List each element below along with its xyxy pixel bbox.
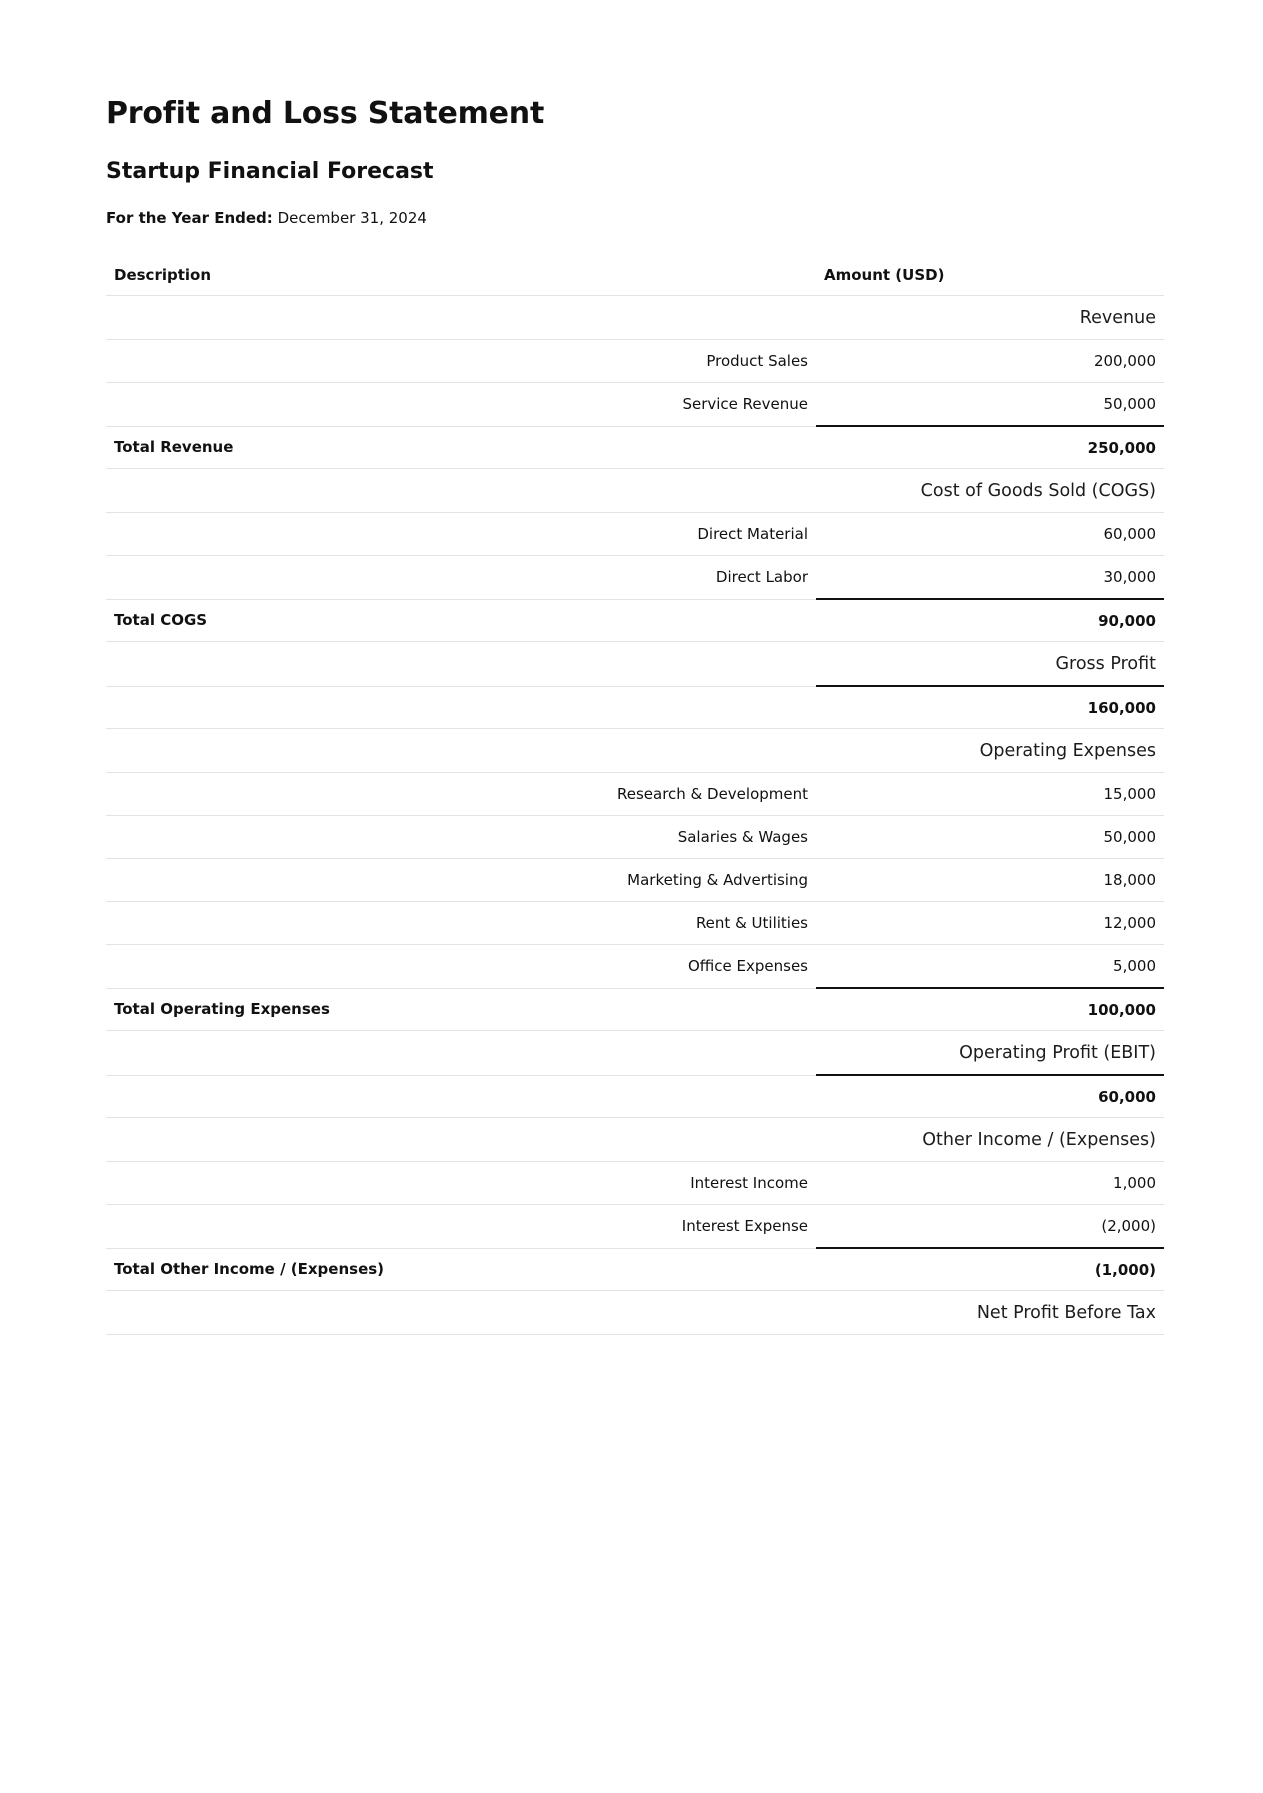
line-item-amount: 5,000 — [816, 945, 1164, 989]
line-item-label: Salaries & Wages — [106, 816, 816, 859]
line-item-amount: 18,000 — [816, 859, 1164, 902]
line-item-label: Service Revenue — [106, 383, 816, 427]
line-item-label: Office Expenses — [106, 945, 816, 989]
statement-table-container — [106, 254, 1164, 1323]
table-row — [106, 383, 1164, 427]
table-row — [106, 1162, 1164, 1205]
line-item-label: Marketing & Advertising — [106, 859, 816, 902]
line-item-amount: (2,000) — [816, 1205, 1164, 1249]
period-label: For the Year Ended: — [106, 209, 273, 227]
section-heading-spacer — [106, 296, 816, 340]
total-row — [106, 988, 1164, 1031]
line-item-label: Product Sales — [106, 340, 816, 383]
line-item-label: Direct Material — [106, 513, 816, 556]
figure-spacer — [106, 686, 816, 729]
table-row — [106, 816, 1164, 859]
figure-row — [106, 1075, 1164, 1118]
reporting-period — [106, 209, 427, 227]
page-title: Profit and Loss Statement — [106, 96, 545, 131]
section-heading-row — [106, 296, 1164, 340]
total-other-income-amount: (1,000) — [816, 1248, 1164, 1291]
page-subtitle: Startup Financial Forecast — [106, 159, 434, 184]
revenue-heading: Revenue — [816, 296, 1164, 340]
figure-row — [106, 686, 1164, 729]
net-profit-before-tax-heading: Net Profit Before Tax — [816, 1291, 1164, 1335]
line-item-amount: 1,000 — [816, 1162, 1164, 1205]
section-heading-row — [106, 1031, 1164, 1076]
period-value: December 31, 2024 — [277, 209, 427, 227]
gross-profit-heading: Gross Profit — [816, 642, 1164, 687]
line-item-amount: 12,000 — [816, 902, 1164, 945]
line-item-label: Interest Expense — [106, 1205, 816, 1249]
section-heading-row — [106, 1118, 1164, 1162]
figure-spacer — [106, 1075, 816, 1118]
cogs-heading: Cost of Goods Sold (COGS) — [816, 469, 1164, 513]
table-row — [106, 1205, 1164, 1249]
line-item-label: Direct Labor — [106, 556, 816, 600]
table-row — [106, 773, 1164, 816]
line-item-amount: 15,000 — [816, 773, 1164, 816]
line-item-label: Research & Development — [106, 773, 816, 816]
column-header-amount: Amount (USD) — [816, 254, 1164, 296]
section-heading-spacer — [106, 469, 816, 513]
line-item-label: Interest Income — [106, 1162, 816, 1205]
table-row — [106, 945, 1164, 989]
table-row — [106, 902, 1164, 945]
table-row — [106, 859, 1164, 902]
section-heading-row — [106, 1291, 1164, 1335]
section-heading-spacer — [106, 1118, 816, 1162]
section-heading-spacer — [106, 729, 816, 773]
line-item-amount: 50,000 — [816, 383, 1164, 427]
line-item-amount: 200,000 — [816, 340, 1164, 383]
section-heading-row — [106, 469, 1164, 513]
total-cogs-label: Total COGS — [106, 599, 816, 642]
table-row — [106, 340, 1164, 383]
section-heading-spacer — [106, 1291, 816, 1335]
gross-profit-amount: 160,000 — [816, 686, 1164, 729]
total-revenue-amount: 250,000 — [816, 426, 1164, 469]
total-row — [106, 1248, 1164, 1291]
table-row — [106, 513, 1164, 556]
table-header-row — [106, 254, 1164, 296]
total-cogs-amount: 90,000 — [816, 599, 1164, 642]
column-header-description: Description — [106, 254, 816, 296]
total-other-income-label: Total Other Income / (Expenses) — [106, 1248, 816, 1291]
operating-expenses-heading: Operating Expenses — [816, 729, 1164, 773]
table-row — [106, 556, 1164, 600]
total-row — [106, 426, 1164, 469]
section-heading-spacer — [106, 1031, 816, 1076]
operating-profit-heading: Operating Profit (EBIT) — [816, 1031, 1164, 1076]
total-revenue-label: Total Revenue — [106, 426, 816, 469]
total-operating-expenses-label: Total Operating Expenses — [106, 988, 816, 1031]
line-item-amount: 60,000 — [816, 513, 1164, 556]
section-heading-spacer — [106, 642, 816, 687]
section-heading-row — [106, 642, 1164, 687]
total-row — [106, 599, 1164, 642]
total-operating-expenses-amount: 100,000 — [816, 988, 1164, 1031]
section-heading-row — [106, 729, 1164, 773]
statement-table — [106, 254, 1164, 1335]
line-item-amount: 30,000 — [816, 556, 1164, 600]
line-item-label: Rent & Utilities — [106, 902, 816, 945]
operating-profit-amount: 60,000 — [816, 1075, 1164, 1118]
line-item-amount: 50,000 — [816, 816, 1164, 859]
other-income-heading: Other Income / (Expenses) — [816, 1118, 1164, 1162]
